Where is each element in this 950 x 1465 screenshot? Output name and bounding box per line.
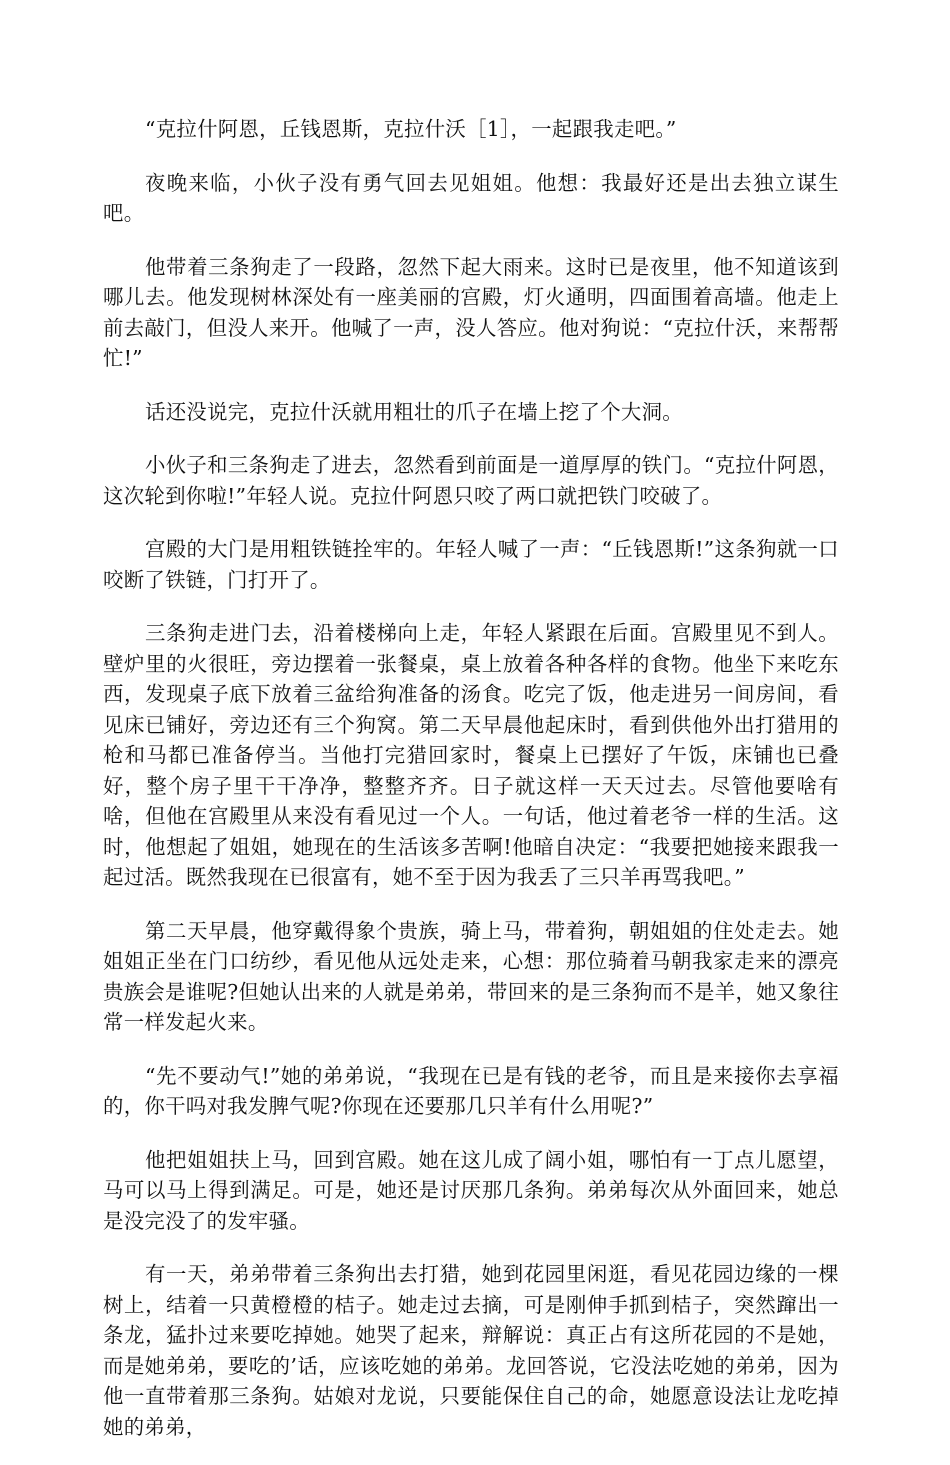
paragraph: 话还没说完，克拉什沃就用粗壮的爪子在墙上挖了个大洞。	[145, 399, 683, 424]
paragraph: 小伙子和三条狗走了进去，忽然看到前面是一道厚厚的铁门。“克拉什阿恩，这次轮到你啦!”年轻人说。克拉什阿恩只咬了两口就把铁门咬破了。	[103, 453, 839, 508]
paragraph: 宫殿的大门是用粗铁链拴牢的。年轻人喊了一声：“丘钱恩斯!”这条狗就一口咬断了铁链，门打开了。	[103, 537, 839, 592]
paragraph: 夜晚来临，小伙子没有勇气回去见姐姐。他想：我最好还是出去独立谋生吧。	[103, 170, 839, 225]
paragraph: 三条狗走进门去，沿着楼梯向上走，年轻人紧跟在后面。宫殿里见不到人。壁炉里的火很旺，旁边摆着一张餐桌，桌上放着各种各样的食物。他坐下来吃东西，发现桌子底下放着三盆给狗准备的汤食。吃完了饭，他走进另一间房间，看见床已铺好，旁边还有三个狗窝。第二天早晨他起床时，看到供他外出打猎用的枪和马都已准备停当。当他打完猎回家时，餐桌上已摆好了午饭，床铺也已叠好，整个房子里干干净净，整整齐齐。日子就这样一天天过去。尽管他要啥有啥，但他在宫殿里从来没有看见过一个人。一句话，他过着老爷一样的生活。这时，他想起了姐姐，她现在的生活该多苦啊!他暗自决定：“我要把她接来跟我一起过活。既然我现在已很富有，她不至于因为我丢了三只羊再骂我吧。”	[103, 621, 839, 889]
story-text	[103, 114, 839, 1465]
paragraph: 第二天早晨，他穿戴得象个贵族，骑上马，带着狗，朝姐姐的住处走去。她姐姐正坐在门口纺纱，看见他从远处走来，心想：那位骑着马朝我家走来的漂亮贵族会是谁呢?但她认出来的人就是弟弟，带回来的是三条狗而不是羊，她又象往常一样发起火来。	[103, 918, 839, 1034]
paragraph: “先不要动气!”她的弟弟说，“我现在已是有钱的老爷，而且是来接你去享福的，你干吗对我发脾气呢?你现在还要那几只羊有什么用呢?”	[103, 1063, 839, 1118]
paragraph: “克拉什阿恩，丘钱恩斯，克拉什沃［1］，一起跟我走吧。”	[145, 117, 677, 141]
paragraph: 他把姐姐扶上马，回到宫殿。她在这儿成了阔小姐，哪怕有一丁点儿愿望，马可以马上得到满足。可是，她还是讨厌那几条狗。弟弟每次从外面回来，她总是没完没了的发牢骚。	[103, 1147, 839, 1233]
paragraph: 有一天，弟弟带着三条狗出去打猎，她到花园里闲逛，看见花园边缘的一棵树上，结着一只黄橙橙的桔子。她走过去摘，可是刚伸手抓到桔子，突然蹿出一条龙，猛扑过来要吃掉她。她哭了起来，辩解说：真正占有这所花园的不是她，而是她弟弟，要吃的’话，应该吃她的弟弟。龙回答说，它没法吃她的弟弟，因为他一直带着那三条狗。姑娘对龙说，只要能保住自己的命，她愿意设法让龙吃掉她的弟弟，	[103, 1262, 839, 1439]
paragraph: 他带着三条狗走了一段路，忽然下起大雨来。这时已是夜里，他不知道该到哪儿去。他发现树林深处有一座美丽的宫殿，灯火通明，四面围着高墙。他走上前去敲门，但没人来开。他喊了一声，没人答应。他对狗说：“克拉什沃，来帮帮忙!”	[103, 254, 839, 370]
